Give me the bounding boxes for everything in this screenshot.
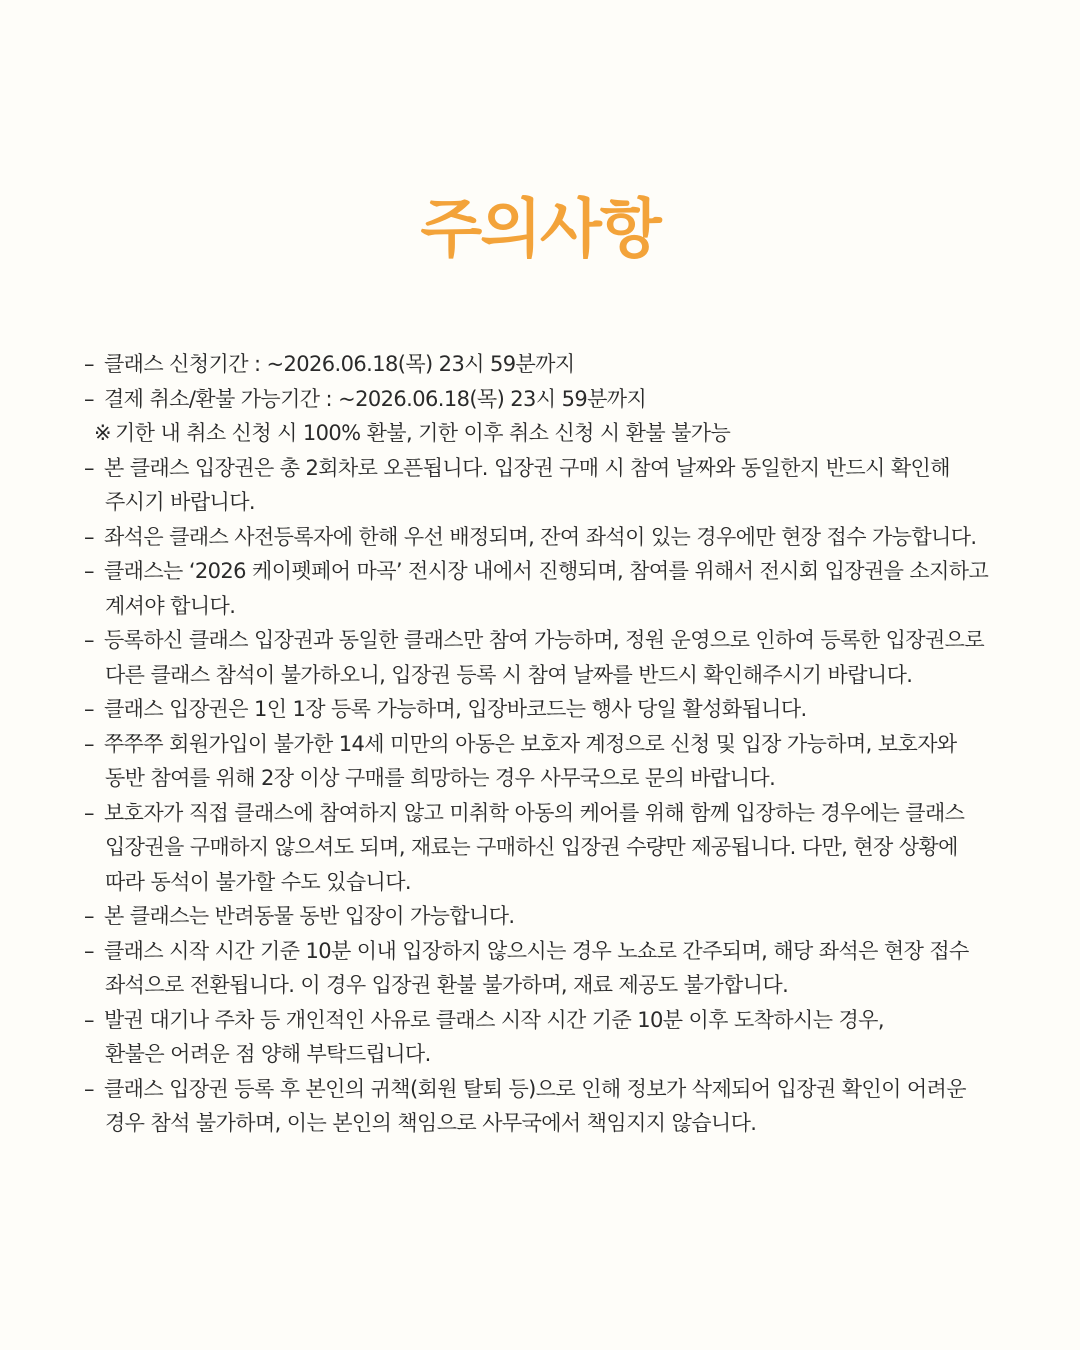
notice-line: 동반 참여를 위해 2장 이상 구매를 희망하는 경우 사무국으로 문의 바랍니다. (105, 766, 776, 790)
notice-line: 환불은 어려운 점 양해 부탁드립니다. (105, 1042, 431, 1066)
bullet-dash: – (84, 938, 94, 963)
refund-sub-note (84, 416, 1014, 451)
bullet-dash: – (84, 559, 94, 583)
notice-item-8 (84, 727, 1014, 796)
notice-line: 입장권을 구매하지 않으셔도 되며, 재료는 구매하신 입장권 수량만 제공됩니다. 다만, 현장 상황에 (105, 835, 958, 859)
notice-item-11 (84, 934, 1014, 1003)
notice-line: 좌석으로 전환됩니다. 이 경우 입장권 환불 불가하며, 재료 제공도 불가합니다. (105, 973, 789, 997)
bullet-dash: – (84, 904, 94, 928)
notice-line: 본 클래스 입장권은 총 2회차로 오픈됩니다. 입장권 구매 시 참여 날짜와 동일한지 반드시 확인해 (104, 455, 950, 480)
page-title: 주의사항 (420, 193, 660, 267)
notice-item-1 (84, 347, 1014, 382)
notice-line: 클래스는 ‘2026 케이펫페어 마곡’ 전시장 내에서 진행되며, 참여를 위해서 전시회 입장권을 소지하고 (104, 559, 989, 583)
notice-item-4 (84, 520, 1014, 555)
notice-item-5 (84, 554, 1014, 623)
bullet-dash: – (84, 1007, 94, 1032)
bullet-dash: – (84, 731, 94, 756)
notice-item-7 (84, 692, 1014, 727)
notice-line: 따라 동석이 불가할 수도 있습니다. (105, 869, 411, 894)
notice-line: 클래스 신청기간 : ~2026.06.18(목) 23시 59분까지 (104, 352, 575, 376)
notice-item-10 (84, 899, 1014, 934)
bullet-dash: – (84, 628, 94, 652)
notice-item-12 (84, 1003, 1014, 1072)
bullet-dash: – (84, 800, 94, 825)
notice-line: 계셔야 합니다. (105, 593, 236, 618)
notice-line: 등록하신 클래스 입장권과 동일한 클래스만 참여 가능하며, 정원 운영으로 인하여 등록한 입장권으로 (104, 628, 985, 652)
notice-line: 클래스 시작 시간 기준 10분 이내 입장하지 않으시는 경우 노쇼로 간주되며, 해당 좌석은 현장 접수 (104, 938, 969, 963)
bullet-dash: – (84, 455, 94, 480)
notice-line: 보호자가 직접 클래스에 참여하지 않고 미취학 아동의 케어를 위해 함께 입장하는 경우에는 클래스 (104, 800, 965, 825)
bullet-dash: – (84, 352, 94, 376)
notice-line: 본 클래스는 반려동물 동반 입장이 가능합니다. (104, 904, 515, 928)
sub-note-text: 기한 내 취소 신청 시 100% 환불, 기한 이후 취소 신청 시 환불 불가능 (115, 421, 731, 445)
notice-list (84, 347, 1014, 1141)
notice-line: 쭈쭈쭈 회원가입이 불가한 14세 미만의 아동은 보호자 계정으로 신청 및 입장 가능하며, 보호자와 (104, 731, 957, 756)
notice-line: 결제 취소/환불 가능기간 : ~2026.06.18(목) 23시 59분까지 (104, 386, 647, 411)
bullet-dash: – (84, 386, 94, 411)
bullet-dash: – (84, 697, 94, 721)
notice-line: 발권 대기나 주차 등 개인적인 사유로 클래스 시작 시간 기준 10분 이후 도착하시는 경우, (104, 1007, 884, 1032)
notice-line: 다른 클래스 참석이 불가하오니, 입장권 등록 시 참여 날짜를 반드시 확인해주시기 바랍니다. (105, 662, 913, 687)
bullet-dash: – (84, 1076, 94, 1101)
notice-item-2 (84, 382, 1014, 417)
reference-mark-icon: ※ (94, 421, 111, 445)
notice-line: 클래스 입장권 등록 후 본인의 귀책(회원 탈퇴 등)으로 인해 정보가 삭제되어 입장권 확인이 어려운 (104, 1076, 966, 1101)
notice-line: 좌석은 클래스 사전등록자에 한해 우선 배정되며, 잔여 좌석이 있는 경우에만 현장 접수 가능합니다. (104, 524, 977, 549)
bullet-dash: – (84, 524, 94, 549)
notice-item-13 (84, 1072, 1014, 1141)
notice-line: 경우 참석 불가하며, 이는 본인의 책임으로 사무국에서 책임지지 않습니다. (105, 1111, 757, 1135)
notice-item-6 (84, 623, 1014, 692)
notice-line: 클래스 입장권은 1인 1장 등록 가능하며, 입장바코드는 행사 당일 활성화됩니다. (104, 697, 807, 721)
notice-item-9 (84, 796, 1014, 900)
notice-line: 주시기 바랍니다. (105, 490, 255, 514)
notice-item-3 (84, 451, 1014, 520)
